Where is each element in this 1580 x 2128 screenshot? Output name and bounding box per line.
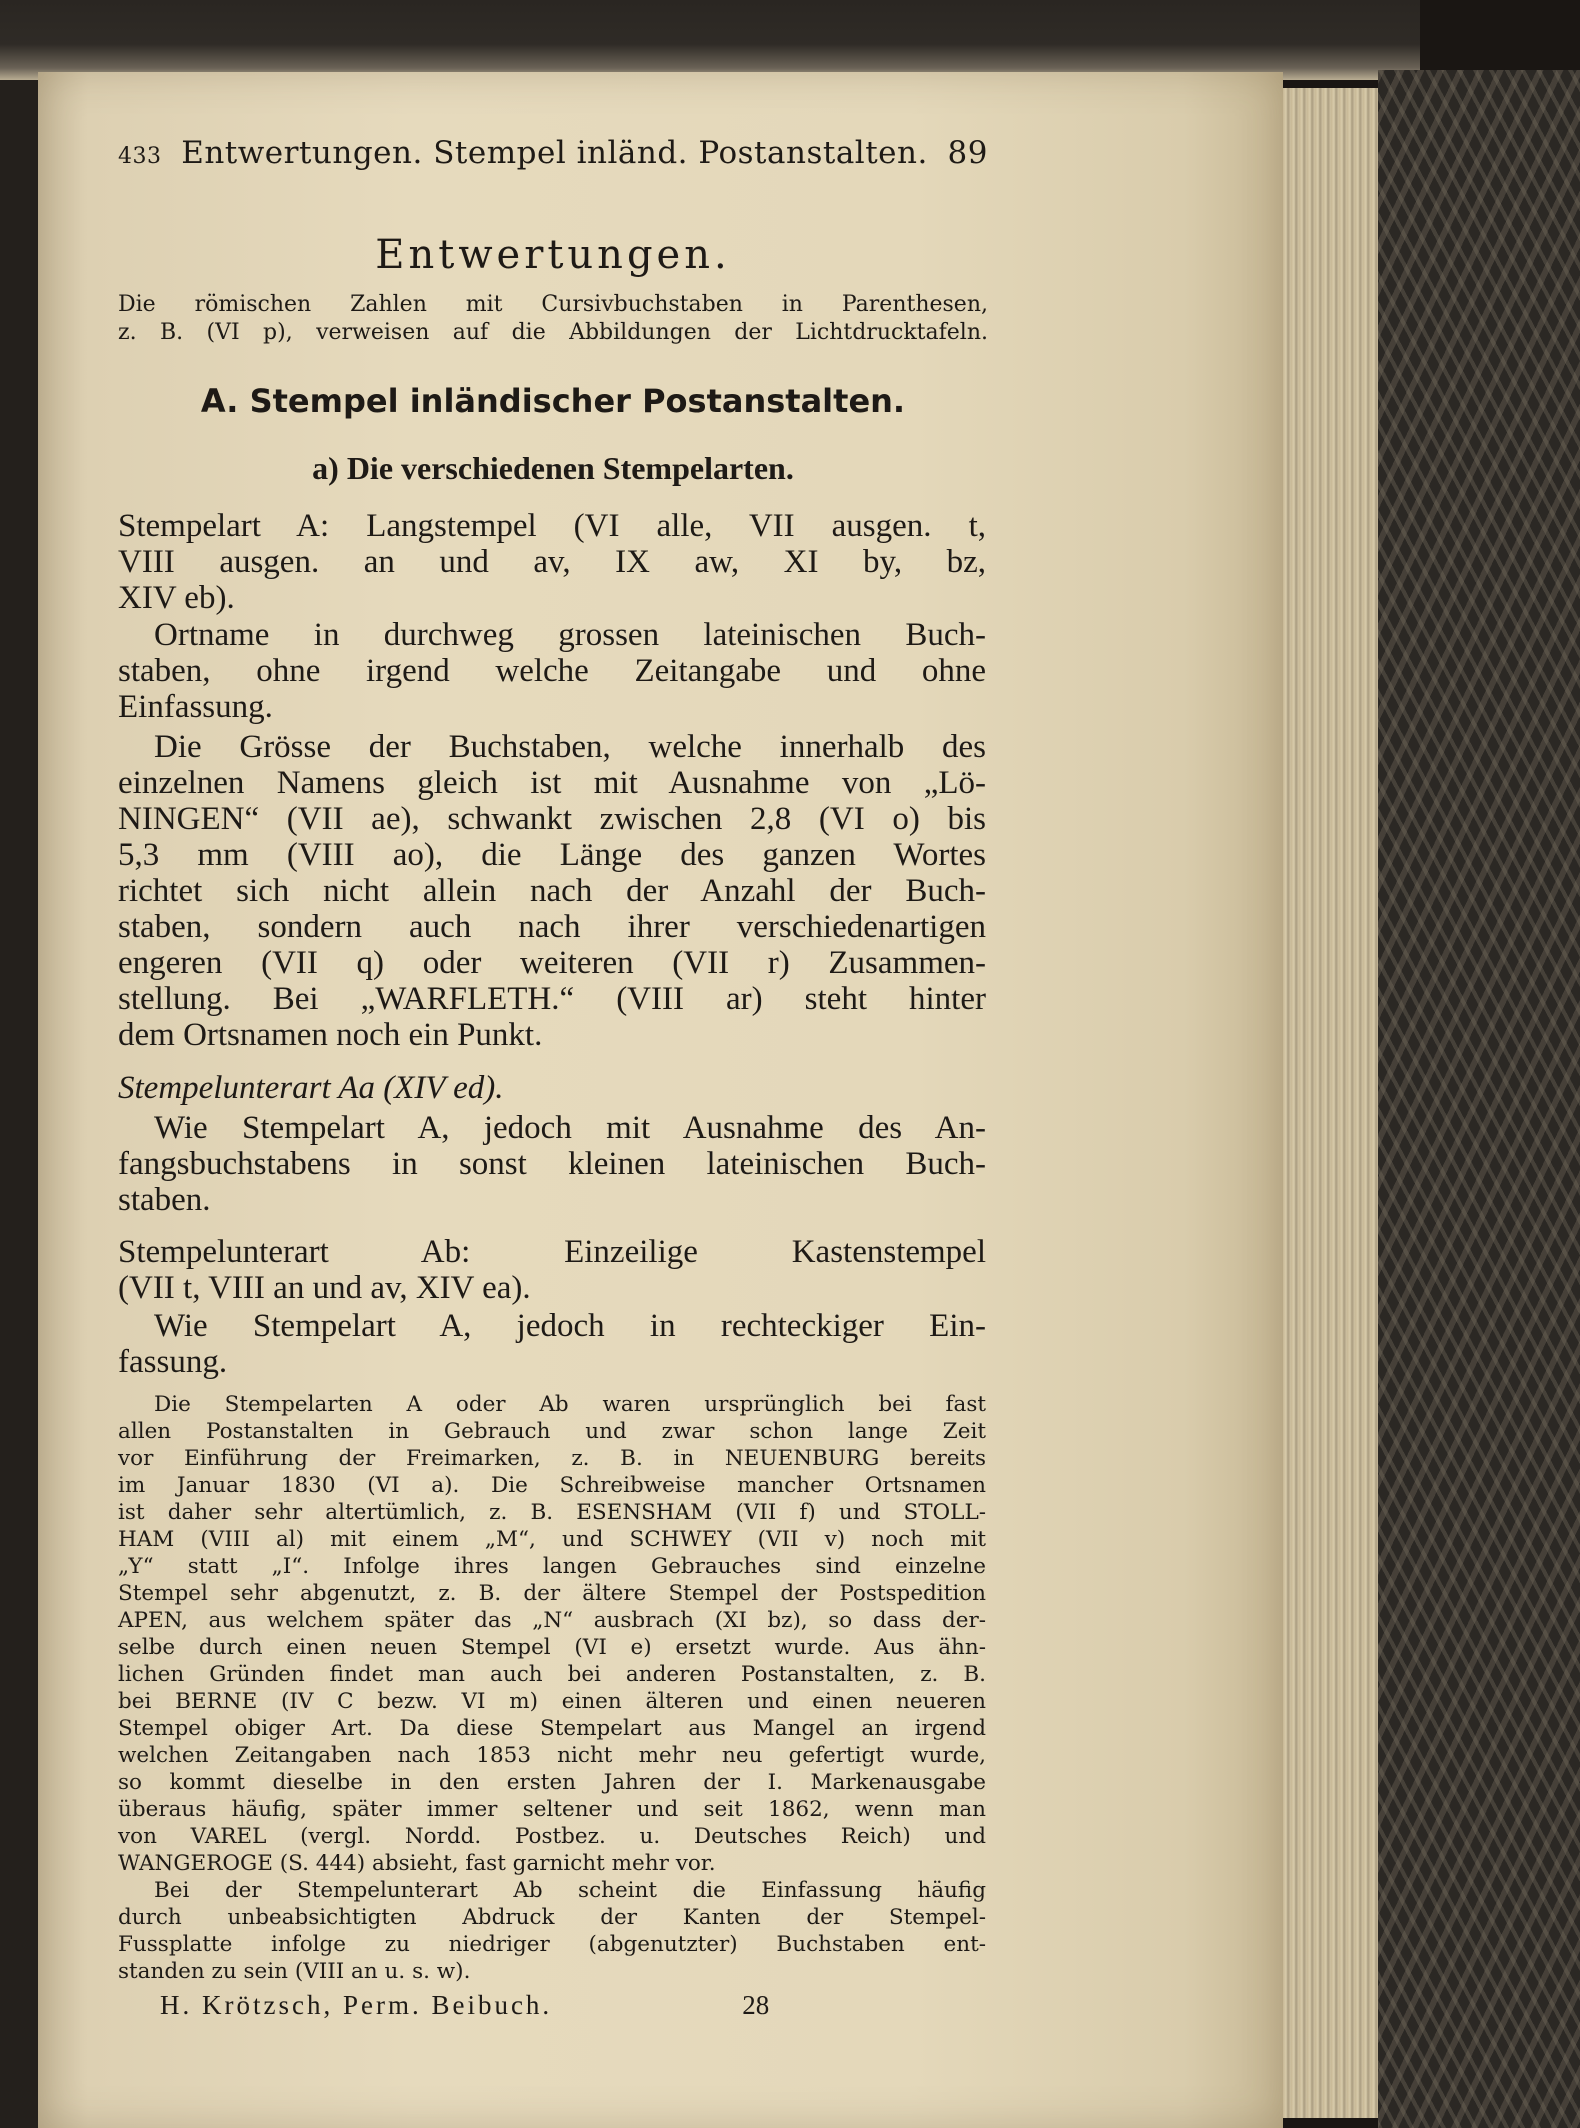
- body-line: staben, ohne irgend welche Zeitangabe und ohne: [118, 653, 986, 689]
- body-line: VIII ausgen. an und av, IX aw, XI by, bz,: [118, 544, 986, 580]
- running-head-title: Entwertungen. Stempel inländ. Postanstalten.: [181, 135, 928, 171]
- footnote-line: allen Postanstalten in Gebrauch und zwar schon lange Zeit: [118, 1419, 986, 1444]
- intro-line: Die römischen Zahlen mit Cursivbuchstaben in Parenthesen,: [118, 292, 988, 317]
- footnote-line: Fussplatte infolge zu niedriger (abgenutzter) Buchstaben ent-: [118, 1932, 986, 1957]
- body-line: staben.: [118, 1182, 211, 1218]
- footer-author: H. Krötzsch, Perm. Beibuch.: [160, 1990, 553, 2020]
- body-line: Die Grösse der Buchstaben, welche innerhalb des: [154, 729, 986, 765]
- footnote-line: im Januar 1830 (VI a). Die Schreibweise mancher Ortsnamen: [118, 1473, 986, 1498]
- footnote-line: vor Einführung der Freimarken, z. B. in NEUENBURG bereits: [118, 1446, 986, 1471]
- footnote-line: Stempel sehr abgenutzt, z. B. der ältere Stempel der Postspedition: [118, 1581, 986, 1606]
- subsubsection-heading: a) Die verschiedenen Stempelarten.: [312, 450, 794, 486]
- body-line: Stempelunterart Aa (XIV ed).: [118, 1070, 504, 1106]
- footnote-line: standen zu sein (VIII an u. s. w).: [118, 1959, 471, 1984]
- body-line: (VII t, VIII an und av, XIV ea).: [118, 1270, 531, 1306]
- footnote-line: APEN, aus welchem später das „N“ ausbrach (XI bz), so dass der-: [118, 1608, 986, 1633]
- body-line: Stempelunterart Ab: Einzeilige Kastenstempel: [118, 1234, 986, 1270]
- running-head: [118, 135, 988, 171]
- body-line: Wie Stempelart A, jedoch in rechteckiger Ein-: [154, 1308, 986, 1344]
- body-line: XIV eb).: [118, 580, 235, 616]
- body-line: richtet sich nicht allein nach der Anzahl der Buch-: [118, 873, 986, 909]
- footnote-line: überaus häufig, später immer seltener und seit 1862, wenn man: [118, 1797, 986, 1822]
- page-number: 89: [947, 135, 988, 171]
- body-line: 5,3 mm (VIII ao), die Länge des ganzen Wortes: [118, 837, 986, 873]
- footnote-line: so kommt dieselbe in den ersten Jahren der I. Markenausgabe: [118, 1770, 986, 1795]
- footnote-line: Die Stempelarten A oder Ab waren ursprünglich bei fast: [154, 1392, 986, 1417]
- footnote-line: von VAREL (vergl. Nordd. Postbez. u. Deutsches Reich) und: [118, 1824, 986, 1849]
- body-line: Stempelart A: Langstempel (VI alle, VII ausgen. t,: [118, 508, 986, 544]
- subsection-heading: A. Stempel inländischer Postanstalten.: [200, 382, 906, 420]
- body-line: dem Ortsnamen noch ein Punkt.: [118, 1017, 543, 1053]
- footnote-line: selbe durch einen neuen Stempel (VI e) ersetzt wurde. Aus ähn-: [118, 1635, 986, 1660]
- page-footer: [160, 1990, 990, 2021]
- body-line: engeren (VII q) oder weiteren (VII r) Zusammen-: [118, 945, 986, 981]
- body-line: staben, sondern auch nach ihrer verschiedenartigen: [118, 909, 986, 945]
- intro-line: z. B. (VI p), verweisen auf die Abbildungen der Lichtdrucktafeln.: [118, 320, 988, 345]
- body-line: NINGEN“ (VII ae), schwankt zwischen 2,8 (VI o) bis: [118, 801, 986, 837]
- body-line: Ortname in durchweg grossen lateinischen Buch-: [154, 617, 986, 653]
- body-line: einzelnen Namens gleich ist mit Ausnahme von „Lö-: [118, 765, 986, 801]
- body-line: fangsbuchstabens in sonst kleinen lateinischen Buch-: [118, 1146, 986, 1182]
- footnote-line: ist daher sehr altertümlich, z. B. ESENSHAM (VII f) und STOLL-: [118, 1500, 986, 1525]
- footnote-line: „Y“ statt „I“. Infolge ihres langen Gebrauches sind einzelne: [118, 1554, 986, 1579]
- footer-signature: 28: [742, 1990, 770, 2020]
- footnote-line: welchen Zeitangaben nach 1853 nicht mehr neu gefertigt wurde,: [118, 1743, 986, 1768]
- running-head-number: 433: [118, 144, 162, 169]
- section-heading: Entwertungen.: [375, 232, 731, 278]
- footnote-line: WANGEROGE (S. 444) absieht, fast garnicht mehr vor.: [118, 1851, 716, 1876]
- body-line: stellung. Bei „WARFLETH.“ (VIII ar) steht hinter: [118, 981, 986, 1017]
- footnote-line: bei BERNE (IV C bezw. VI m) einen älteren und einen neueren: [118, 1689, 986, 1714]
- body-line: Einfassung.: [118, 689, 273, 725]
- footnote-line: lichen Gründen findet man auch bei anderen Postanstalten, z. B.: [118, 1662, 986, 1687]
- body-line: Wie Stempelart A, jedoch mit Ausnahme des An-: [154, 1110, 986, 1146]
- footnote-line: Stempel obiger Art. Da diese Stempelart aus Mangel an irgend: [118, 1716, 986, 1741]
- footnote-line: durch unbeabsichtigten Abdruck der Kanten der Stempel-: [118, 1905, 986, 1930]
- footnote-line: HAM (VIII al) mit einem „M“, und SCHWEY (VII v) noch mit: [118, 1527, 986, 1552]
- body-line: fassung.: [118, 1344, 228, 1380]
- footnote-line: Bei der Stempelunterart Ab scheint die Einfassung häufig: [154, 1878, 986, 1903]
